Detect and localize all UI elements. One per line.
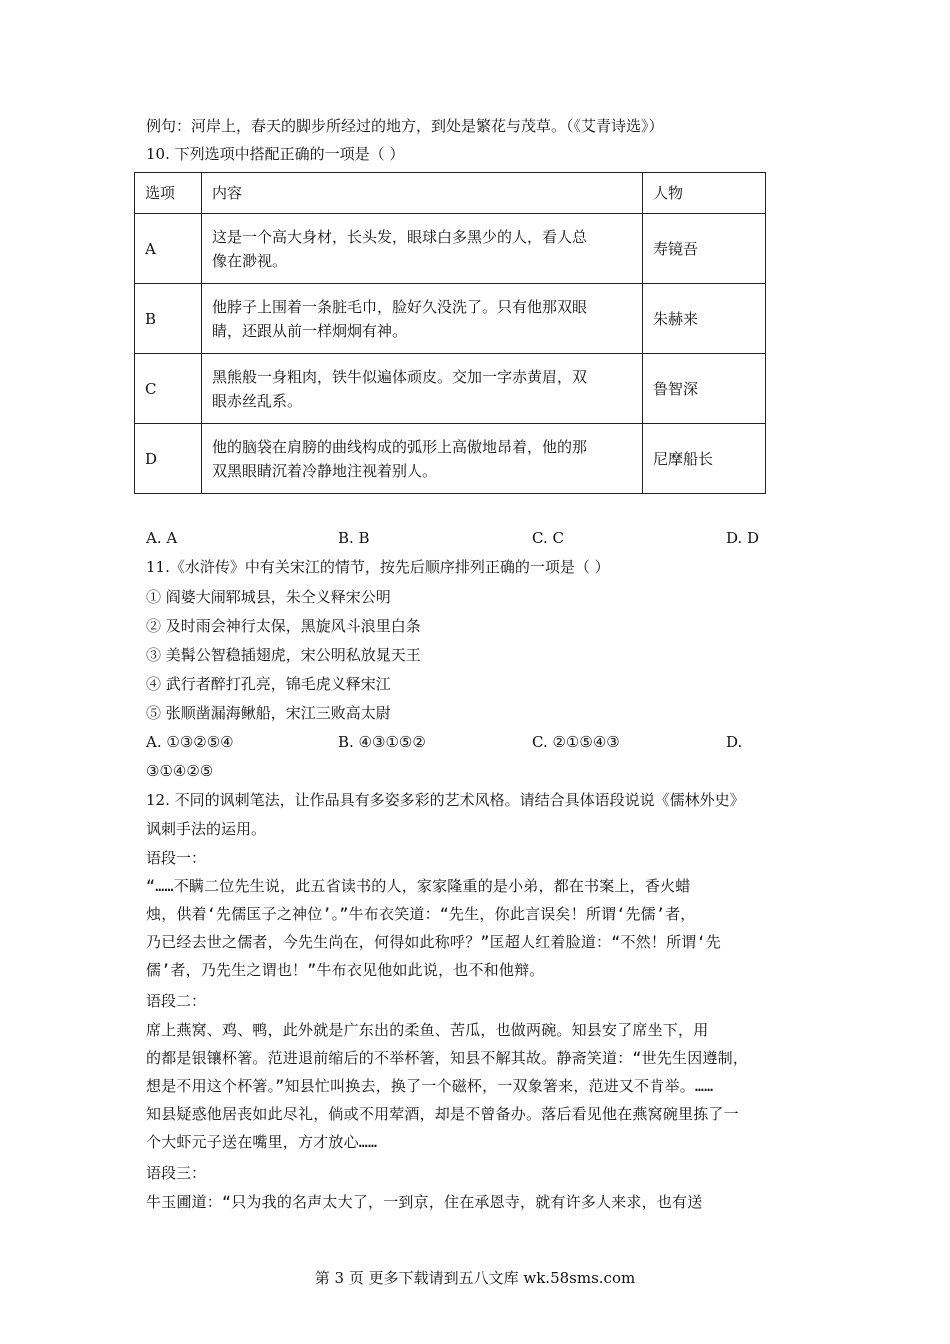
row-option: B — [135, 284, 202, 354]
segment-3-passage — [146, 1188, 806, 1216]
row-option: A — [135, 214, 202, 284]
row-content — [202, 354, 643, 424]
row-content — [202, 424, 643, 494]
table-row — [135, 214, 766, 284]
row-content-line: 睛，还跟从前一样炯炯有神。 — [212, 321, 408, 340]
choice-c: C. ②①⑤④③ — [532, 733, 620, 751]
table-row — [135, 284, 766, 354]
row-content-line: 双黑眼睛沉着冷静地注视着别人。 — [212, 461, 438, 480]
row-person: 寿镜吾 — [643, 214, 766, 284]
passage-line: 乃已经去世之儒者，今先生尚在，何得如此称呼？”匡超人红着脸道：“不然！所谓‘先 — [146, 933, 721, 951]
table-row — [135, 354, 766, 424]
question-11-stem: 11.《水浒传》中有关宋江的情节，按先后顺序排列正确的一项是（ ） — [146, 558, 610, 576]
row-option: C — [135, 354, 202, 424]
choice-b: B. B — [338, 529, 370, 547]
passage-line: 的都是银镶杯箸。范进退前缩后的不举杯箸，知县不解其故。静斋笑道：“世先生因遵制， — [146, 1049, 749, 1067]
header-content: 内容 — [202, 173, 643, 214]
row-content-line: 他的脑袋在肩膀的曲线构成的弧形上高傲地昂着，他的那 — [212, 437, 588, 456]
question-12-stem-cont: 讽刺手法的运用。 — [146, 820, 267, 838]
header-option: 选项 — [135, 173, 202, 214]
passage-line: “……不瞒二位先生说，此五省读书的人，家家隆重的是小弟，都在书案上，香火蜡 — [146, 877, 691, 895]
choice-b: B. ④③①⑤② — [338, 733, 426, 751]
row-content-line: 眼赤丝乱系。 — [212, 391, 303, 410]
row-content-line: 黑熊般一身粗肉，铁牛似遍体顽皮。交加一字赤黄眉，双 — [212, 367, 588, 386]
question-11-item: ⑤ 张顺凿漏海鳅船，宋江三败高太尉 — [146, 704, 391, 722]
choice-d: D. — [726, 733, 743, 751]
segment-3-label: 语段三： — [146, 1164, 207, 1182]
passage-line: 席上燕窝、鸡、鸭，此外就是广东出的柔鱼、苦瓜，也做两碗。知县安了席坐下，用 — [146, 1021, 709, 1039]
choice-d-continuation: ③①④②⑤ — [146, 762, 214, 780]
question-12-stem: 12. 不同的讽刺笔法，让作品具有多姿多彩的艺术风格。请结合具体语段说说《儒林外史》 — [146, 791, 745, 809]
choice-c: C. C — [532, 529, 564, 547]
row-content-line: 像在渺视。 — [212, 251, 288, 270]
page-footer: 第 3 页 更多下载请到五八文库 wk.58sms.com — [314, 1269, 636, 1287]
passage-line: 烛，供着‘先儒匡子之神位’。”牛布衣笑道：“先生，你此言误矣！所谓‘先儒’者， — [146, 905, 696, 923]
passage-line: 知县疑惑他居丧如此尽礼，倘或不用荤酒，却是不曾备办。落后看见他在燕窝碗里拣了一 — [146, 1105, 739, 1123]
choice-a: A. A — [146, 529, 178, 547]
row-person: 鲁智深 — [643, 354, 766, 424]
passage-line: 个大虾元子送在嘴里，方才放心…… — [146, 1133, 378, 1151]
row-content — [202, 284, 643, 354]
segment-2-passage — [146, 1016, 806, 1156]
row-option: D — [135, 424, 202, 494]
question-10-table — [134, 172, 766, 494]
row-content-line: 他脖子上围着一条脏毛巾，脸好久没洗了。只有他那双眼 — [212, 297, 588, 316]
question-11-item: ④ 武行者醉打孔亮，锦毛虎义释宋江 — [146, 675, 391, 693]
row-content — [202, 214, 643, 284]
header-person: 人物 — [643, 173, 766, 214]
table-header-row — [135, 173, 766, 214]
question-11-item: ② 及时雨会神行太保，黑旋风斗浪里白条 — [146, 617, 421, 635]
row-person: 朱赫来 — [643, 284, 766, 354]
question-10-stem: 10. 下列选项中搭配正确的一项是（ ） — [146, 145, 405, 163]
choice-a: A. ①③②⑤④ — [146, 733, 234, 751]
passage-line: 儒’者，乃先生之谓也！”牛布衣见他如此说，也不和他辩。 — [146, 961, 545, 979]
segment-1-passage — [146, 872, 806, 984]
example-sentence: 例句：河岸上，春天的脚步所经过的地方，到处是繁花与茂草。（《艾青诗选》） — [146, 117, 664, 135]
segment-1-label: 语段一： — [146, 849, 207, 867]
table-row — [135, 424, 766, 494]
segment-2-label: 语段二： — [146, 992, 207, 1010]
question-11-item: ③ 美髯公智稳插翅虎，宋公明私放晁天王 — [146, 646, 421, 664]
passage-line: 牛玉圃道：“只为我的名声太大了，一到京，住在承恩寺，就有许多人来求，也有送 — [146, 1193, 703, 1211]
row-person: 尼摩船长 — [643, 424, 766, 494]
question-11-item: ① 阎婆大闹郓城县，朱仝义释宋公明 — [146, 588, 391, 606]
choice-d: D. D — [726, 529, 760, 547]
passage-line: 想是不用这个杯箸。”知县忙叫换去，换了一个磁杯，一双象箸来，范进又不肯举。…… — [146, 1077, 714, 1095]
row-content-line: 这是一个高大身材，长头发，眼球白多黑少的人，看人总 — [212, 227, 588, 246]
